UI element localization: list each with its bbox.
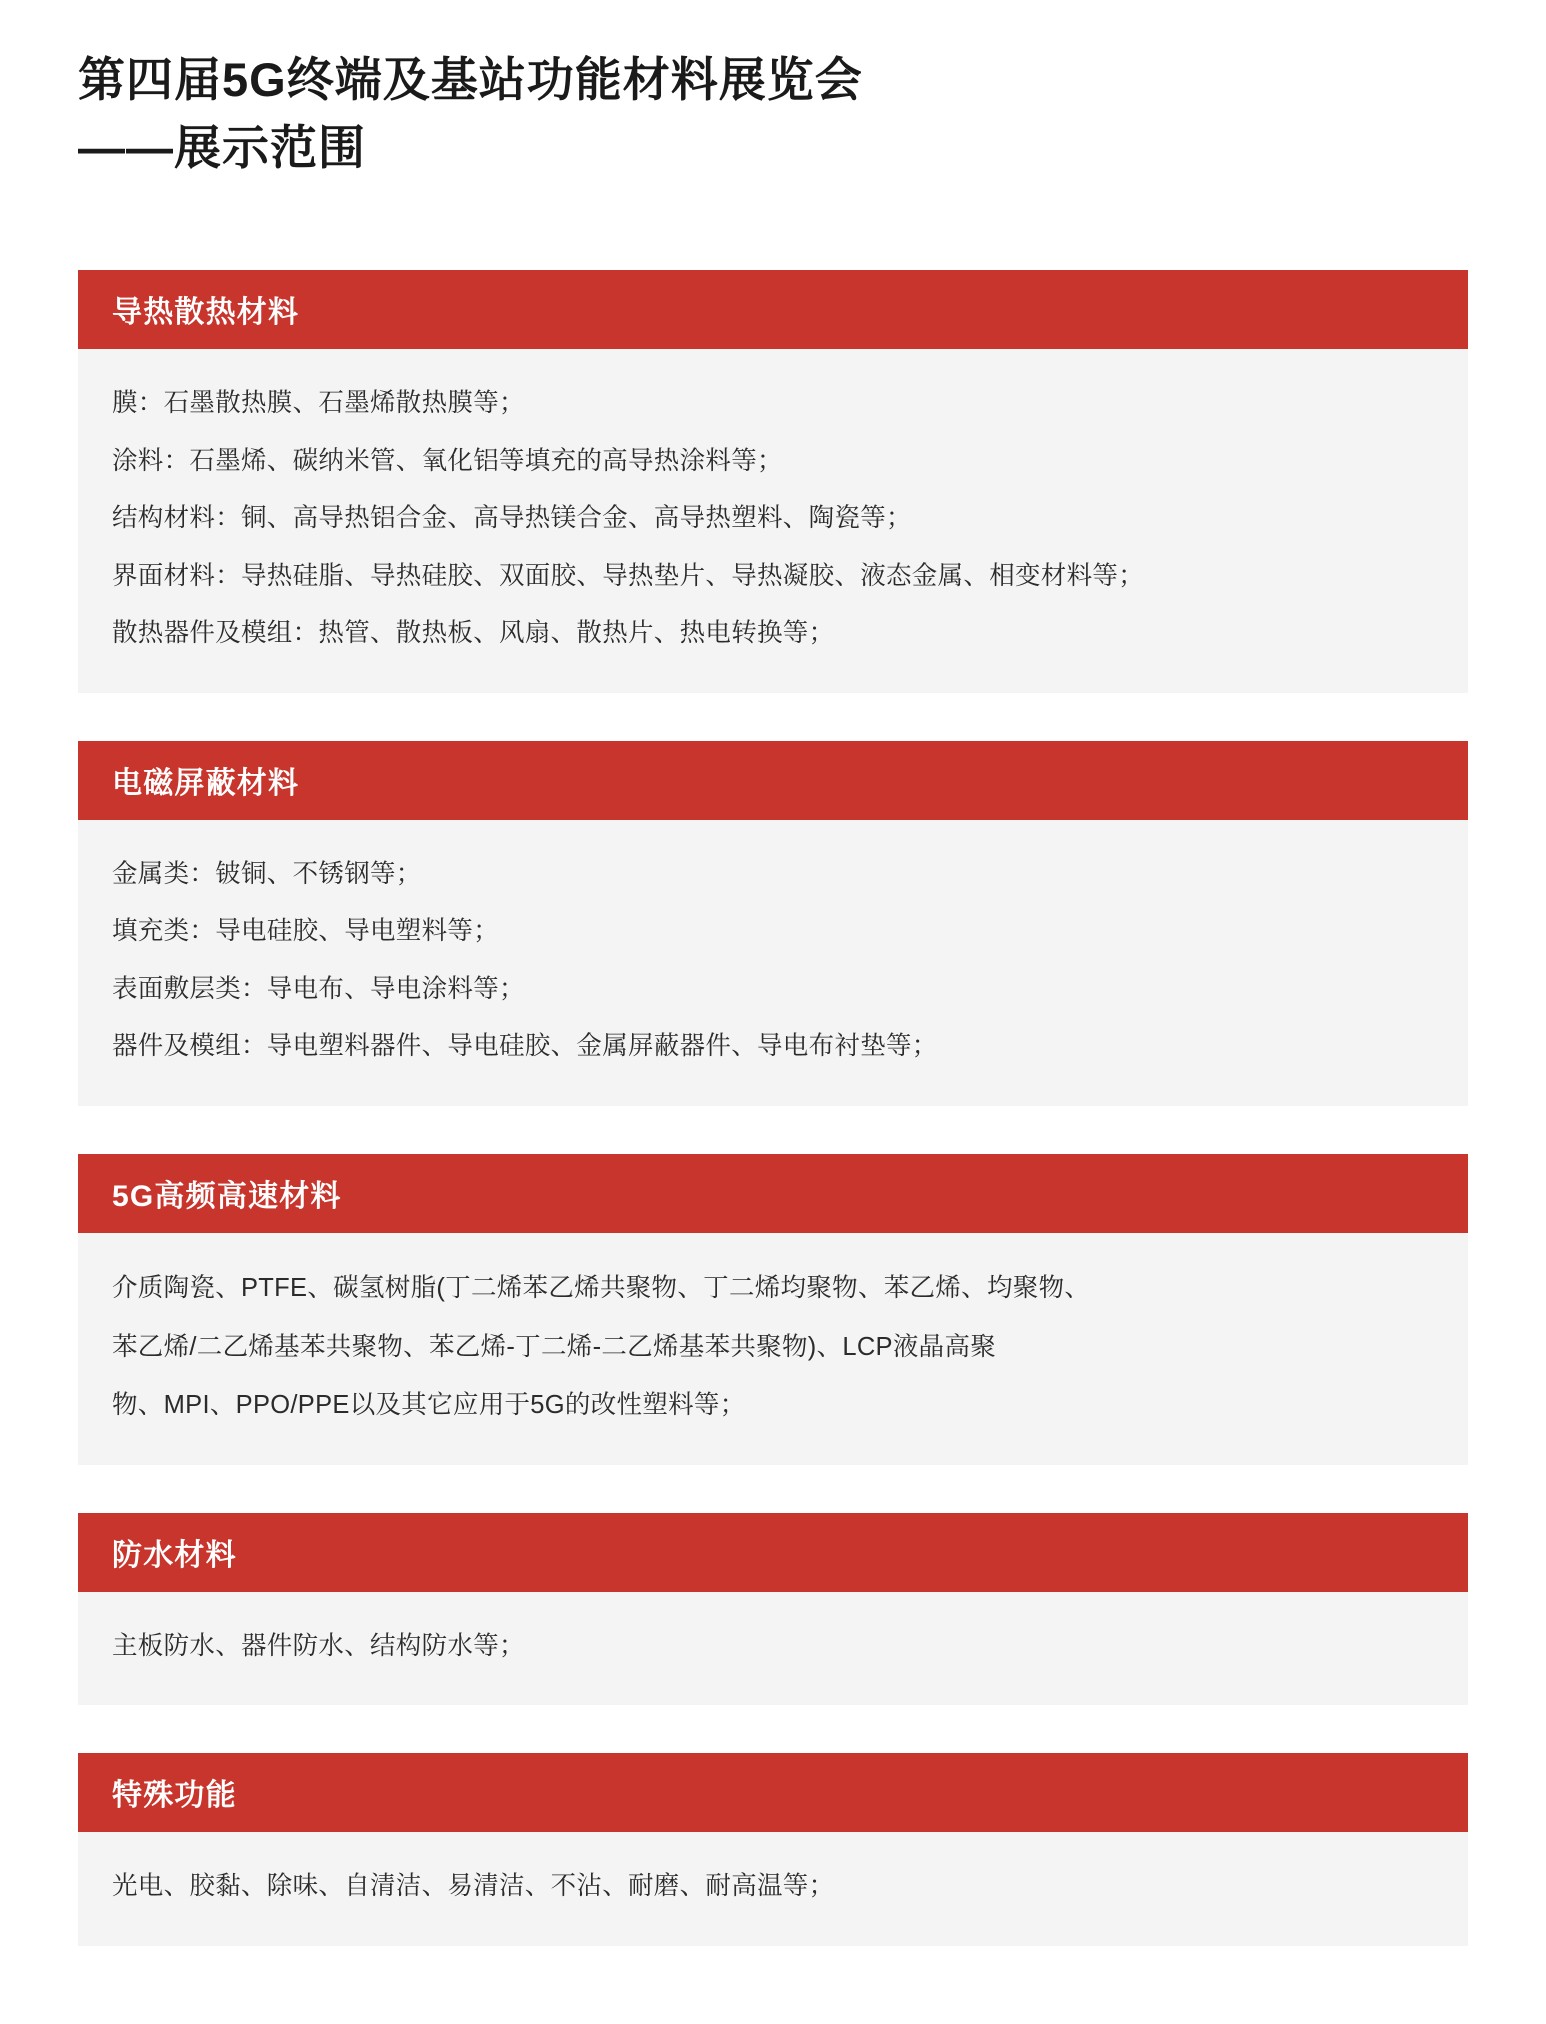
section-body — [78, 349, 1468, 693]
section-heading: 电磁屏蔽材料 — [78, 741, 1468, 820]
section-waterproof — [78, 1513, 1468, 1706]
section-line: 物、MPI、PPO/PPE以及其它应用于5G的改性塑料等； — [112, 1391, 746, 1420]
section-emi-shielding — [78, 741, 1468, 1106]
section-special-function — [78, 1753, 1468, 1946]
section-line: 表面敷层类：导电布、导电涂料等； — [112, 974, 525, 1003]
page-title — [78, 46, 1468, 182]
section-line: 光电、胶黏、除味、自清洁、易清洁、不沾、耐磨、耐高温等； — [112, 1872, 835, 1901]
section-body — [78, 1233, 1468, 1465]
section-line: 器件及模组：导电塑料器件、导电硅胶、金属屏蔽器件、导电布衬垫等； — [112, 1032, 938, 1061]
section-line: 散热器件及模组：热管、散热板、风扇、散热片、热电转换等； — [112, 619, 835, 648]
section-heading: 防水材料 — [78, 1513, 1468, 1592]
section-body — [78, 1592, 1468, 1706]
page-title-line1: 第四届5G终端及基站功能材料展览会 — [78, 53, 863, 106]
sections-container — [78, 270, 1468, 1946]
section-heading: 5G高频高速材料 — [78, 1154, 1468, 1233]
page-title-line2: ——展示范围 — [78, 121, 366, 175]
section-line: 界面材料：导热硅脂、导热硅胶、双面胶、导热垫片、导热凝胶、液态金属、相变材料等； — [112, 561, 1145, 590]
section-heading: 特殊功能 — [78, 1753, 1468, 1832]
section-body — [78, 820, 1468, 1106]
section-line: 填充类：导电硅胶、导电塑料等； — [112, 917, 500, 946]
section-line: 主板防水、器件防水、结构防水等； — [112, 1631, 525, 1660]
section-thermal — [78, 270, 1468, 693]
section-line: 膜：石墨散热膜、石墨烯散热膜等； — [112, 389, 525, 418]
section-line: 金属类：铍铜、不锈钢等； — [112, 859, 422, 888]
section-5g-high-frequency — [78, 1154, 1468, 1465]
section-line: 介质陶瓷、PTFE、碳氢树脂(丁二烯苯乙烯共聚物、丁二烯均聚物、苯乙烯、均聚物、 — [112, 1273, 1091, 1302]
section-line: 苯乙烯/二乙烯基苯共聚物、苯乙烯-丁二烯-二乙烯基苯共聚物)、LCP液晶高聚 — [112, 1332, 997, 1361]
section-line: 涂料：石墨烯、碳纳米管、氧化铝等填充的高导热涂料等； — [112, 446, 783, 475]
section-body — [78, 1832, 1468, 1946]
section-heading: 导热散热材料 — [78, 270, 1468, 349]
section-line: 结构材料：铜、高导热铝合金、高导热镁合金、高导热塑料、陶瓷等； — [112, 504, 912, 533]
